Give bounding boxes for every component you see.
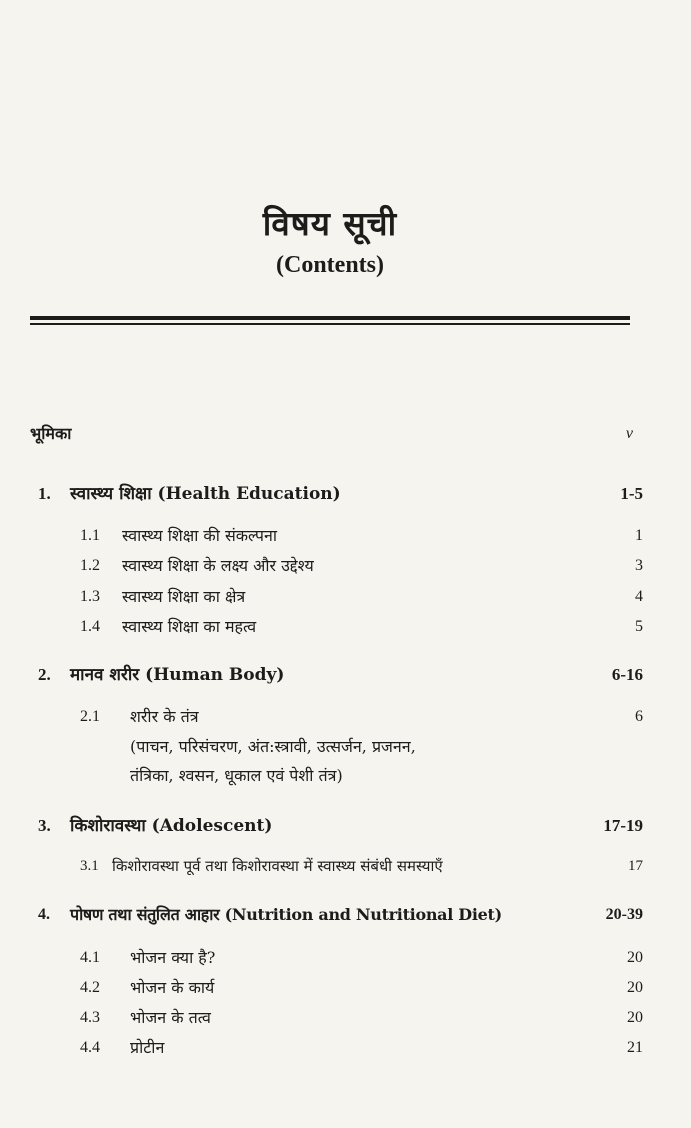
- chapter-pages: 17-19: [603, 816, 643, 835]
- section-detail: तंत्रिका, श्वसन, धूकाल एवं पेशी तंत्र): [130, 766, 343, 785]
- chapter-number: 2.: [38, 665, 51, 684]
- section-title: किशोरावस्था पूर्व तथा किशोरावस्था में स्वास्थ्य संबंधी समस्याएँ: [112, 857, 443, 875]
- chapter-title: स्वास्थ्य शिक्षा (Health Education): [70, 484, 341, 504]
- toc-entry-page: v: [625, 425, 633, 442]
- section-number: 4.2: [80, 979, 100, 996]
- section-detail: (पाचन, परिसंचरण, अंत:स्त्रावी, उत्सर्जन, प्रजनन,: [130, 737, 416, 756]
- chapter-number: 4.: [38, 906, 50, 923]
- section-title: भोजन के तत्व: [130, 1008, 211, 1027]
- chapter-title: मानव शरीर (Human Body): [70, 665, 285, 685]
- section-title: स्वास्थ्य शिक्षा की संकल्पना: [122, 526, 278, 545]
- chapter-pages: 1-5: [620, 484, 643, 503]
- section-page: 20: [627, 949, 643, 966]
- section-page: 20: [627, 1009, 643, 1026]
- section-number: 4.4: [80, 1039, 100, 1056]
- chapter-pages: 20-39: [605, 906, 643, 923]
- section-title: स्वास्थ्य शिक्षा का क्षेत्र: [122, 587, 246, 606]
- section-title: भोजन क्या है?: [130, 948, 216, 967]
- section-title: शरीर के तंत्र: [130, 707, 199, 726]
- section-title: भोजन के कार्य: [130, 978, 215, 997]
- section-number: 3.1: [80, 858, 99, 874]
- toc-entry-title: भूमिका: [30, 424, 72, 443]
- section-number: 1.3: [80, 588, 100, 605]
- chapter-number: 3.: [38, 816, 51, 835]
- section-number: 1.2: [80, 557, 100, 574]
- page-title-english: (Contents): [276, 252, 384, 278]
- section-number: 1.1: [80, 527, 100, 544]
- section-title: प्रोटीन: [130, 1038, 165, 1057]
- chapter-title: पोषण तथा संतुलित आहार (Nutrition and Nutritional Diet): [70, 905, 502, 924]
- page-title-hindi: विषय सूची: [262, 204, 398, 243]
- section-page: 6: [635, 708, 643, 725]
- section-page: 17: [628, 858, 643, 874]
- section-title: स्वास्थ्य शिक्षा के लक्ष्य और उद्देश्य: [122, 556, 314, 575]
- chapter-title: किशोरावस्था (Adolescent): [70, 816, 273, 836]
- chapter-number: 1.: [38, 484, 51, 503]
- section-number: 1.4: [80, 618, 100, 635]
- section-number: 4.1: [80, 949, 100, 966]
- section-page: 20: [627, 979, 643, 996]
- section-page: 1: [635, 527, 643, 544]
- title-divider-thin: [30, 323, 630, 325]
- section-page: 4: [635, 588, 643, 605]
- section-page: 3: [635, 557, 643, 574]
- section-number: 2.1: [80, 708, 100, 725]
- chapter-pages: 6-16: [611, 665, 643, 684]
- section-page: 5: [635, 618, 643, 635]
- title-divider-thick: [30, 316, 630, 320]
- section-number: 4.3: [80, 1009, 100, 1026]
- section-title: स्वास्थ्य शिक्षा का महत्व: [122, 617, 257, 636]
- section-page: 21: [627, 1039, 643, 1056]
